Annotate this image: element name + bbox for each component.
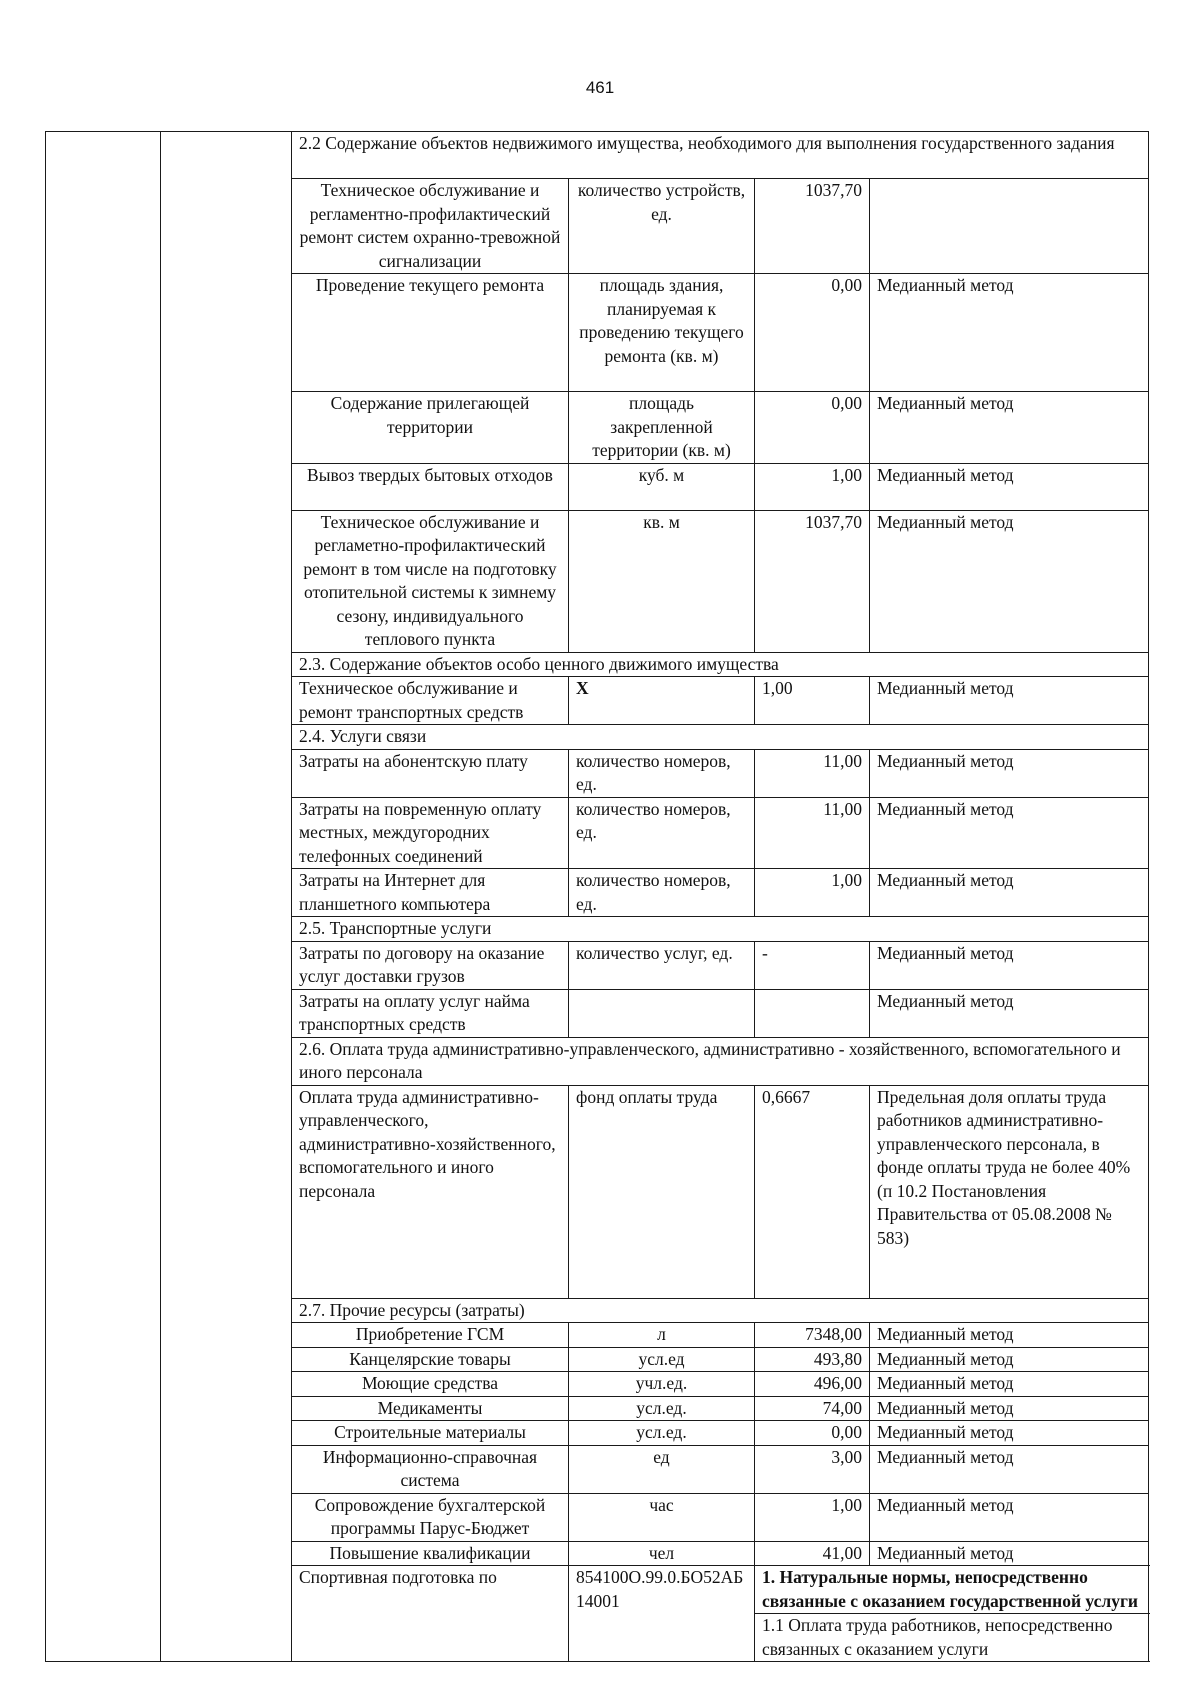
item-method: Медианный метод — [870, 869, 1149, 917]
item-method: Медианный метод — [870, 463, 1149, 510]
item-method: Медианный метод — [870, 274, 1149, 392]
item-value: 1,00 — [755, 1493, 870, 1541]
item-value: 3,00 — [755, 1445, 870, 1493]
section-heading: 2.6. Оплата труда административно-управленческого, административно - хозяйственного, вспомогательного и иного персонала — [292, 1037, 1149, 1085]
item-value: 11,00 — [755, 749, 870, 797]
item-name: Затраты на абонентскую плату — [292, 749, 569, 797]
item-value: - — [755, 941, 870, 989]
item-method: Медианный метод — [870, 1396, 1149, 1421]
item-unit: площадь закрепленной территории (кв. м) — [569, 392, 755, 464]
item-name: Затраты по договору на оказание услуг доставки грузов — [292, 941, 569, 989]
item-name: Содержание прилегающей территории — [292, 392, 569, 464]
item-value — [755, 989, 870, 1037]
item-name: Проведение текущего ремонта — [292, 274, 569, 392]
section-row — [46, 132, 1149, 179]
item-value: 1037,70 — [755, 179, 870, 274]
item-unit: час — [569, 1493, 755, 1541]
item-method: Медианный метод — [870, 392, 1149, 464]
section-heading: 2.5. Транспортные услуги — [292, 917, 1149, 942]
item-value: 1,00 — [755, 869, 870, 917]
item-unit: ед — [569, 1445, 755, 1493]
page-number: 461 — [585, 78, 615, 97]
section-heading: 2.4. Услуги связи — [292, 725, 1149, 750]
item-value: 7348,00 — [755, 1323, 870, 1348]
item-name: Затраты на повременную оплату местных, междугородних телефонных соединений — [292, 797, 569, 869]
item-value: 493,80 — [755, 1347, 870, 1372]
item-method: Медианный метод — [870, 1421, 1149, 1446]
item-method — [870, 179, 1149, 274]
item-value: 41,00 — [755, 1541, 870, 1566]
item-method: Медианный метод — [870, 1493, 1149, 1541]
item-name: Затраты на оплату услуг найма транспортных средств — [292, 989, 569, 1037]
item-unit: кв. м — [569, 510, 755, 652]
item-name: Техническое обслуживание и ремонт транспортных средств — [292, 677, 569, 725]
item-unit: количество услуг, ед. — [569, 941, 755, 989]
item-name: Техническое обслуживание и регламетно-профилактический ремонт в том числе на подготовку отопительной системы к зимнему сезону, индивидуального теплового пункта — [292, 510, 569, 652]
item-name: Информационно-справочная система — [292, 1445, 569, 1493]
item-unit: усл.ед. — [569, 1421, 755, 1446]
service-name: Спортивная подготовка по — [292, 1566, 569, 1662]
item-method: Медианный метод — [870, 1323, 1149, 1348]
item-unit: учл.ед. — [569, 1372, 755, 1397]
item-unit: усл.ед — [569, 1347, 755, 1372]
section-heading-bold: 1. Натуральные нормы, непосредственно связанные с оказанием государственной услуги — [755, 1566, 1149, 1614]
item-method: Медианный метод — [870, 797, 1149, 869]
item-name: Затраты на Интернет для планшетного компьютера — [292, 869, 569, 917]
item-value: 74,00 — [755, 1396, 870, 1421]
item-value: 1,00 — [755, 463, 870, 510]
item-unit: чел — [569, 1541, 755, 1566]
item-value: 1037,70 — [755, 510, 870, 652]
item-method: Предельная доля оплаты труда работников административно-управленческого персонала, в фонде оплаты труда не более 40% (п 10.2 Постановления Правительства от 05.08.2008 № 583) — [870, 1085, 1149, 1298]
section-heading: 2.2 Содержание объектов недвижимого имущества, необходимого для выполнения государственного задания — [292, 132, 1149, 179]
item-name: Канцелярские товары — [292, 1347, 569, 1372]
item-name: Медикаменты — [292, 1396, 569, 1421]
item-unit: куб. м — [569, 463, 755, 510]
item-value: 496,00 — [755, 1372, 870, 1397]
item-unit: X — [569, 677, 755, 725]
item-method: Медианный метод — [870, 677, 1149, 725]
item-value: 0,00 — [755, 274, 870, 392]
item-method: Медианный метод — [870, 749, 1149, 797]
section-heading: 1.1 Оплата труда работников, непосредственно связанных с оказанием услуги — [755, 1614, 1149, 1662]
item-name: Оплата труда административно-управленческого, административно-хозяйственного, вспомогательного и иного персонала — [292, 1085, 569, 1298]
item-method: Медианный метод — [870, 989, 1149, 1037]
item-method: Медианный метод — [870, 510, 1149, 652]
item-method: Медианный метод — [870, 1372, 1149, 1397]
service-cell-empty — [46, 132, 161, 1662]
item-name: Повышение квалификации — [292, 1541, 569, 1566]
item-value: 11,00 — [755, 797, 870, 869]
item-unit: количество номеров, ед. — [569, 869, 755, 917]
item-unit: фонд оплаты труда — [569, 1085, 755, 1298]
norms-table — [45, 131, 1149, 1662]
item-method: Медианный метод — [870, 1541, 1149, 1566]
item-name: Моющие средства — [292, 1372, 569, 1397]
item-unit: усл.ед. — [569, 1396, 755, 1421]
item-value: 1,00 — [755, 677, 870, 725]
code-cell-empty — [161, 132, 292, 1662]
section-heading: 2.3. Содержание объектов особо ценного движимого имущества — [292, 652, 1149, 677]
item-name: Вывоз твердых бытовых отходов — [292, 463, 569, 510]
item-unit — [569, 989, 755, 1037]
item-value: 0,00 — [755, 1421, 870, 1446]
item-method: Медианный метод — [870, 941, 1149, 989]
item-unit: количество номеров, ед. — [569, 797, 755, 869]
section-heading: 2.7. Прочие ресурсы (затраты) — [292, 1298, 1149, 1323]
item-value: 0,6667 — [755, 1085, 870, 1298]
item-name: Строительные материалы — [292, 1421, 569, 1446]
item-method: Медианный метод — [870, 1445, 1149, 1493]
item-name: Сопровождение бухгалтерской программы Парус-Бюджет — [292, 1493, 569, 1541]
item-unit: количество устройств, ед. — [569, 179, 755, 274]
item-value: 0,00 — [755, 392, 870, 464]
item-unit: л — [569, 1323, 755, 1348]
service-code: 854100О.99.0.БО52АБ14001 — [569, 1566, 755, 1662]
item-unit: количество номеров, ед. — [569, 749, 755, 797]
item-method: Медианный метод — [870, 1347, 1149, 1372]
item-unit: площадь здания, планируемая к проведению текущего ремонта (кв. м) — [569, 274, 755, 392]
item-name: Приобретение ГСМ — [292, 1323, 569, 1348]
item-name: Техническое обслуживание и регламентно-профилактический ремонт систем охранно-тревожной сигнализации — [292, 179, 569, 274]
